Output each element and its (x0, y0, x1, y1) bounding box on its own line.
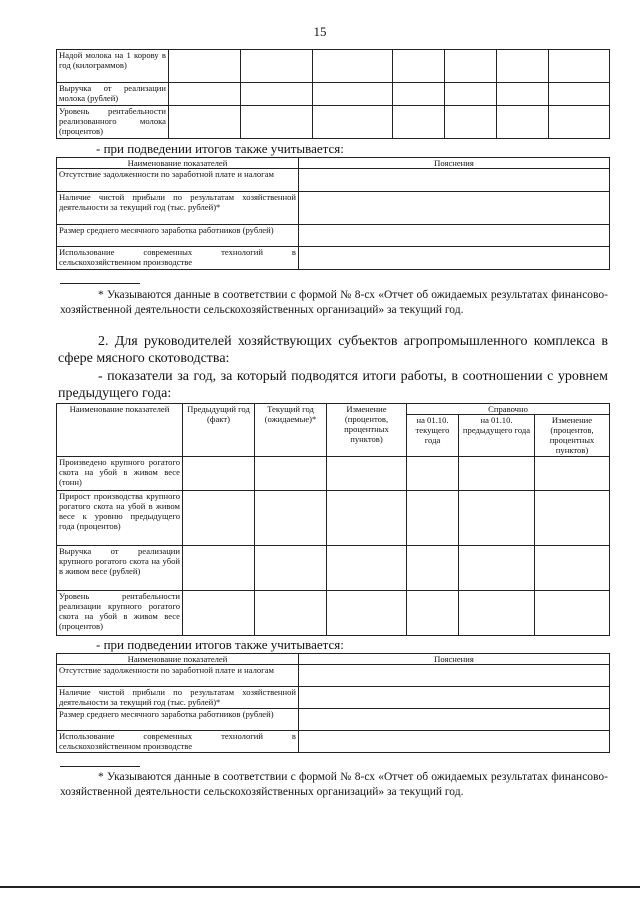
table-row-label: Выручка от реализации крупного рогатого скота на убой в живом весе (рублей) (57, 546, 183, 591)
additional-factors-table-2 (56, 653, 610, 753)
column-header: Наименование показателей (57, 158, 299, 169)
column-header: Предыдущий год (факт) (183, 404, 255, 457)
column-header: Текущий год (ожидаемые)* (255, 404, 327, 457)
table-row-label: Выручка от реализации молока (рублей) (57, 83, 169, 106)
table-row-label: Размер среднего месячного заработка работников (рублей) (57, 709, 299, 731)
column-header: Пояснения (299, 158, 610, 169)
column-header: Пояснения (299, 654, 610, 665)
table-row-label: Уровень рентабельности реализованного молока (процентов) (57, 106, 169, 139)
column-header: Наименование показателей (57, 654, 299, 665)
column-header: Изменение (процентов, процентных пунктов) (327, 404, 407, 457)
column-header: на 01.10. предыдущего года (459, 415, 535, 457)
also-considered-heading-1: - при подведении итогов также учитывается: (96, 141, 344, 156)
table-row-label: Прирост производства крупного рогатого скота на убой в живом весе к уровню предыдущего года (процентов) (57, 491, 183, 546)
table-row-label: Наличие чистой прибыли по результатам хозяйственной деятельности за текущий год (тыс. рублей)* (57, 687, 299, 709)
table-row-label: Использование современных технологий в сельскохозяйственном производстве (57, 731, 299, 753)
milk-indicators-table (56, 49, 610, 139)
table-row-label: Надой молока на 1 корову в год (килограммов) (57, 50, 169, 83)
column-header: на 01.10. текущего года (407, 415, 459, 457)
table-row-label: Наличие чистой прибыли по результатам хозяйственной деятельности за текущий год (тыс. рублей)* (57, 192, 299, 225)
page-bottom-rule (0, 886, 640, 888)
footnote-separator (60, 283, 140, 284)
table-row-label: Отсутствие задолженности по заработной плате и налогам (57, 665, 299, 687)
table-row-label: Уровень рентабельности реализации крупного рогатого скота на убой в живом весе (процентов) (57, 591, 183, 636)
column-header: Изменение (процентов, процентных пунктов) (535, 415, 610, 457)
table-row-label: Размер среднего месячного заработка работников (рублей) (57, 225, 299, 247)
footnote-1: * Указываются данные в соответствии с формой № 8-сх «Отчет об ожидаемых результатах финансово-хозяйственной деятельности сельскохозяйственных организаций» за текущий год. (60, 289, 608, 316)
column-header: Справочно (407, 404, 610, 415)
column-header: Наименование показателей (57, 404, 183, 457)
section-2-heading: 2. Для руководителей хозяйствующих субъектов агропромышленного комплекса в сфере мясного скотоводства: (58, 334, 608, 366)
also-considered-heading-2: - при подведении итогов также учитывается: (96, 637, 344, 652)
additional-factors-table-1 (56, 157, 610, 270)
footnote-2: * Указываются данные в соответствии с формой № 8-сх «Отчет об ожидаемых результатах финансово-хозяйственной деятельности сельскохозяйственных организаций» за текущий год. (60, 771, 608, 798)
beef-indicators-table (56, 403, 610, 636)
footnote-separator (60, 766, 140, 767)
table-row-label: Отсутствие задолженности по заработной плате и налогам (57, 169, 299, 192)
table-row-label: Использование современных технологий в сельскохозяйственном производстве (57, 247, 299, 270)
page-number: 15 (313, 24, 327, 39)
section-2-indicators: - показатели за год, за который подводятся итоги работы, в соотношении с уровнем предыдущего года: (58, 369, 608, 401)
table-row-label: Произведено крупного рогатого скота на убой в живом весе (тонн) (57, 457, 183, 491)
